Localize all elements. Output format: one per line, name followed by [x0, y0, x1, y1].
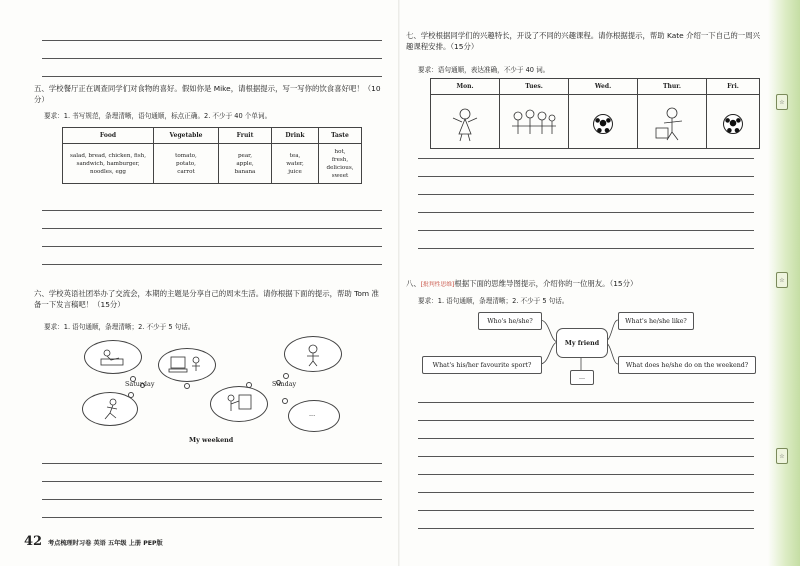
sunday-label: Sunday	[272, 380, 297, 388]
thought-cloud-computer	[158, 348, 216, 382]
writing-line	[42, 481, 382, 482]
writing-line	[418, 438, 754, 439]
my-weekend-caption: My weekend	[189, 436, 234, 444]
writing-line	[418, 420, 754, 421]
question-7-title: 七、学校根据同学们的兴趣特长，开设了不同的兴趣课程。请你根据提示，帮助 Kate 介绍一下自己的一周兴趣课程安排。（15分）	[406, 31, 760, 51]
question-8-prefix: 八、	[406, 279, 421, 288]
thought-cloud-drawing	[210, 386, 268, 422]
writing-line	[42, 463, 382, 464]
thought-cloud-activity	[284, 336, 342, 372]
writing-line	[418, 474, 754, 475]
writing-line	[42, 517, 382, 518]
writing-line	[42, 76, 382, 77]
question-5-requirements: 要求：1. 书写规范，条理清晰，语句通顺，标点正确。2. 不少于 40 个单词。	[44, 112, 272, 120]
girl-dancing-icon	[445, 104, 485, 144]
table-cell: pear, apple, banana	[219, 144, 272, 184]
edge-tab: ☆	[776, 448, 788, 464]
football-icon	[723, 114, 743, 134]
ellipsis-label: ...	[309, 410, 316, 418]
thought-cloud-reading	[84, 340, 142, 374]
writing-line	[418, 510, 754, 511]
kid-icon	[285, 337, 341, 371]
footer-text: 考点梳理时习卷 英语 五年级 上册 PEP版	[48, 540, 163, 547]
writing-line	[418, 248, 754, 249]
question-6-requirements: 要求：1. 语句通顺，条理清晰；2. 不少于 5 句话。	[44, 323, 195, 331]
writing-line	[42, 58, 382, 59]
computer-icon	[159, 349, 215, 381]
question-6-title: 六、学校英语社团举办了交流会，本期的主题是分享自己的周末生活。请你根据下面的提示，帮助 Tom 准备一下发言稿吧！（15分）	[34, 289, 379, 309]
group-singing-icon	[508, 104, 560, 144]
mindmap-more-box: ...	[570, 370, 594, 385]
question-7-requirements: 要求：语句通顺，表达准确，不少于 40 词。	[418, 66, 550, 74]
writing-line	[42, 499, 382, 500]
question-8-title	[406, 278, 764, 291]
football-icon	[593, 114, 613, 134]
day-header: Tues.	[500, 79, 569, 95]
writing-line	[42, 264, 382, 265]
mindmap-center-box: My friend	[556, 328, 608, 358]
saturday-label: Saturday	[125, 380, 155, 388]
page-number: 42	[24, 534, 43, 549]
question-8-text: 根据下面的思维导图提示，介绍你的一位朋友。（15分）	[454, 279, 638, 288]
edge-tab: ☆	[776, 272, 788, 288]
table-cell: salad, bread, chicken, fish, sandwich, hamburger, noodles, egg	[63, 144, 154, 184]
writing-line	[418, 492, 754, 493]
table-cell: tomato, potato, carrot	[154, 144, 219, 184]
writing-line	[418, 176, 754, 177]
day-header: Fri.	[707, 79, 760, 95]
thought-cloud-ellipsis	[288, 400, 340, 432]
table-cell: hot, fresh, delicious, sweet	[319, 144, 362, 184]
question-5-title: 五、学校餐厅正在调查同学们对食物的喜好。假如你是 Mike，请根据提示，写一写你的饮食喜好吧！（10分）	[34, 84, 381, 104]
writing-line	[418, 158, 754, 159]
right-page	[400, 0, 800, 566]
table-header: Drink	[272, 128, 319, 144]
food-preference-table	[62, 127, 362, 184]
boy-painting-icon	[652, 104, 692, 144]
activity-cell-thur	[638, 95, 707, 149]
table-header: Fruit	[219, 128, 272, 144]
writing-line	[418, 402, 754, 403]
day-header: Wed.	[569, 79, 638, 95]
writing-line	[42, 40, 382, 41]
writing-line	[418, 212, 754, 213]
table-cell: tea, water, juice	[272, 144, 319, 184]
day-header: Mon.	[431, 79, 500, 95]
question-8-requirements: 要求：1. 语句通顺，条理清晰；2. 不少于 5 句话。	[418, 297, 569, 305]
writing-line	[42, 210, 382, 211]
activity-cell-fri	[707, 95, 760, 149]
edge-tab: ☆	[776, 94, 788, 110]
activity-cell-mon	[431, 95, 500, 149]
mindmap-sport-box: What's his/her favourite sport?	[422, 356, 542, 374]
writing-line	[418, 456, 754, 457]
mindmap-like-box: What's he/she like?	[618, 312, 694, 330]
table-header: Vegetable	[154, 128, 219, 144]
mindmap-who-box: Who's he/she?	[478, 312, 542, 330]
day-header: Thur.	[638, 79, 707, 95]
writing-line	[418, 230, 754, 231]
mindmap-weekend-box: What does he/she do on the weekend?	[618, 356, 756, 374]
reading-icon	[85, 341, 141, 373]
writing-line	[42, 228, 382, 229]
writing-line	[42, 246, 382, 247]
writing-line	[418, 528, 754, 529]
writing-line	[418, 194, 754, 195]
table-header: Food	[63, 128, 154, 144]
table-header: Taste	[319, 128, 362, 144]
drawing-icon	[211, 387, 267, 421]
critical-thinking-tag: [批判性思维]	[420, 282, 455, 288]
running-icon	[83, 393, 137, 425]
activity-cell-tues	[500, 95, 569, 149]
activity-cell-wed	[569, 95, 638, 149]
weekly-schedule-table	[430, 78, 760, 149]
